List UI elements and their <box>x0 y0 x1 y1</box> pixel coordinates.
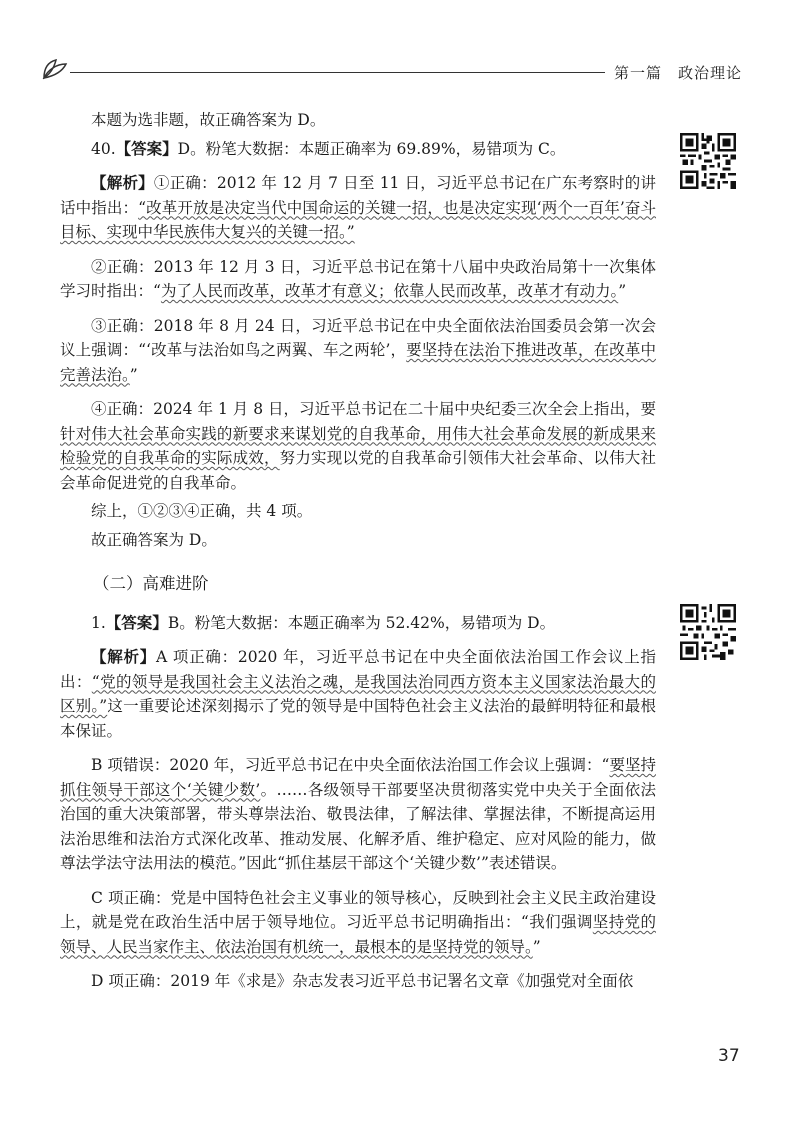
paragraph <box>60 886 656 960</box>
paragraph: 故正确答案为 D。 <box>91 530 217 549</box>
paragraph-text: ④正确：2024 年 1 月 8 日，习近平总书记在二十届中央纪委三次全会上指出，要 <box>91 400 656 418</box>
section-heading: （二）高难进阶 <box>93 574 209 593</box>
question-number: 1. <box>91 613 106 632</box>
page-number: 37 <box>718 1046 740 1066</box>
analysis-tag: 【解析】 <box>91 648 156 666</box>
underlined-quote: 坚持党的领导、人民当家作主、依法治国有机统一，最根本的是坚持党的领导。 <box>60 913 656 956</box>
paragraph: 本题为选非题，故正确答案为 D。 <box>91 111 326 129</box>
chapter-title: 第一篇 政治理论 <box>614 64 743 82</box>
question-number: 40. <box>91 139 116 158</box>
page-body <box>60 108 656 994</box>
paragraph <box>60 753 656 876</box>
qr-code-icon <box>680 604 736 660</box>
underlined-quote: 要坚持抓住领导干部这个‘关键少数’ <box>60 756 656 799</box>
header-rule <box>70 72 605 73</box>
paragraph-text: C 项正确：党是中国特色社会主义事业的领导核心，反映到社会主义民主政治建设上，就是党在政治生活中居于领导地位。习近平总书记明确指出：“我们强调 <box>60 888 656 931</box>
paragraph-text: ” <box>129 365 138 384</box>
underlined-quote: “改革开放是决定当代中国命运的关键一招，也是决定实现‘两个一百年’奋斗目标、实现中华民族伟大复兴的关键一招。” <box>60 198 656 241</box>
answer-line <box>60 137 656 162</box>
analysis-paragraph <box>60 645 656 743</box>
paragraph: D 项正确：2019 年《求是》杂志发表习近平总书记署名文章《加强党对全面依 <box>91 972 634 990</box>
paragraph-text: 努力实现以党的自我革命引领伟大社会革命、以伟大社会革命促进党的自我革命。 <box>60 449 656 492</box>
paragraph <box>60 255 656 304</box>
answer-line <box>60 611 656 636</box>
answer-text: D。粉笔大数据：本题正确率为 69.89%，易错项为 C。 <box>177 139 566 158</box>
qr-code-icon <box>680 133 736 189</box>
underlined-quote: 要坚持在法治下推进改革，在改革中完善法治。 <box>60 341 656 384</box>
paragraph-text: ③正确：2018 年 8 月 24 日，习近平总书记在中央全面依法治国委员会第一次会议上强调：“‘改革与法治如鸟之两翼、车之两轮’， <box>60 316 656 359</box>
analysis-text: 这一重要论述深刻揭示了党的领导是中国特色社会主义法治的最鲜明特征和最根本保证。 <box>60 697 656 740</box>
analysis-paragraph <box>60 171 656 245</box>
underlined-quote: “党的领导是我国社会主义法治之魂，是我国法治同西方资本主义国家法治最大的区别。” <box>60 672 656 715</box>
paragraph-text: 。……各级领导干部要坚决贯彻落实党中央关于全面依法治国的重大决策部署，带头尊崇法治、敬畏法律，了解法律、掌握法律，不断提高运用法治思维和法治方式深化改革、推动发展、化解矛盾、维护稳定、应对风险的能力，做尊法学法守法用法的模范。”因此“抓住基层干部这个‘关键少数’”表述错误。 <box>60 780 656 872</box>
analysis-text: A 项正确：2020 年，习近平总书记在中央全面依法治国工作会议上指出： <box>60 648 656 691</box>
paragraph-text: ” <box>618 282 627 300</box>
paragraph: 综上，①②③④正确，共 4 项。 <box>91 502 313 520</box>
underlined-quote: 针对伟大社会革命实践的新要求来谋划党的自我革命，用伟大社会革命发展的新成果来检验党的自我革命的实际成效， <box>60 424 656 467</box>
answer-tag: 【答案】 <box>115 139 178 158</box>
underlined-quote: 为了人民而改革，改革才有意义；依靠人民而改革，改革才有动力。 <box>160 282 619 300</box>
paragraph <box>60 314 656 388</box>
answer-text: B。粉笔大数据：本题正确率为 52.42%，易错项为 D。 <box>167 613 556 632</box>
paragraph <box>60 397 656 495</box>
paragraph-text: ” <box>532 937 541 956</box>
analysis-text: ①正确：2012 年 12 月 7 日至 11 日，习近平总书记在广东考察时的讲话中指出： <box>60 174 656 217</box>
paragraph-text: ②正确：2013 年 12 月 3 日，习近平总书记在第十八届中央政治局第十一次集体学习时指出：“ <box>60 257 656 300</box>
paragraph-text: B 项错误：2020 年，习近平总书记在中央全面依法治国工作会议上强调：“ <box>91 756 610 774</box>
leaf-icon <box>40 50 80 80</box>
analysis-tag: 【解析】 <box>91 174 154 192</box>
answer-tag: 【答案】 <box>105 613 168 632</box>
